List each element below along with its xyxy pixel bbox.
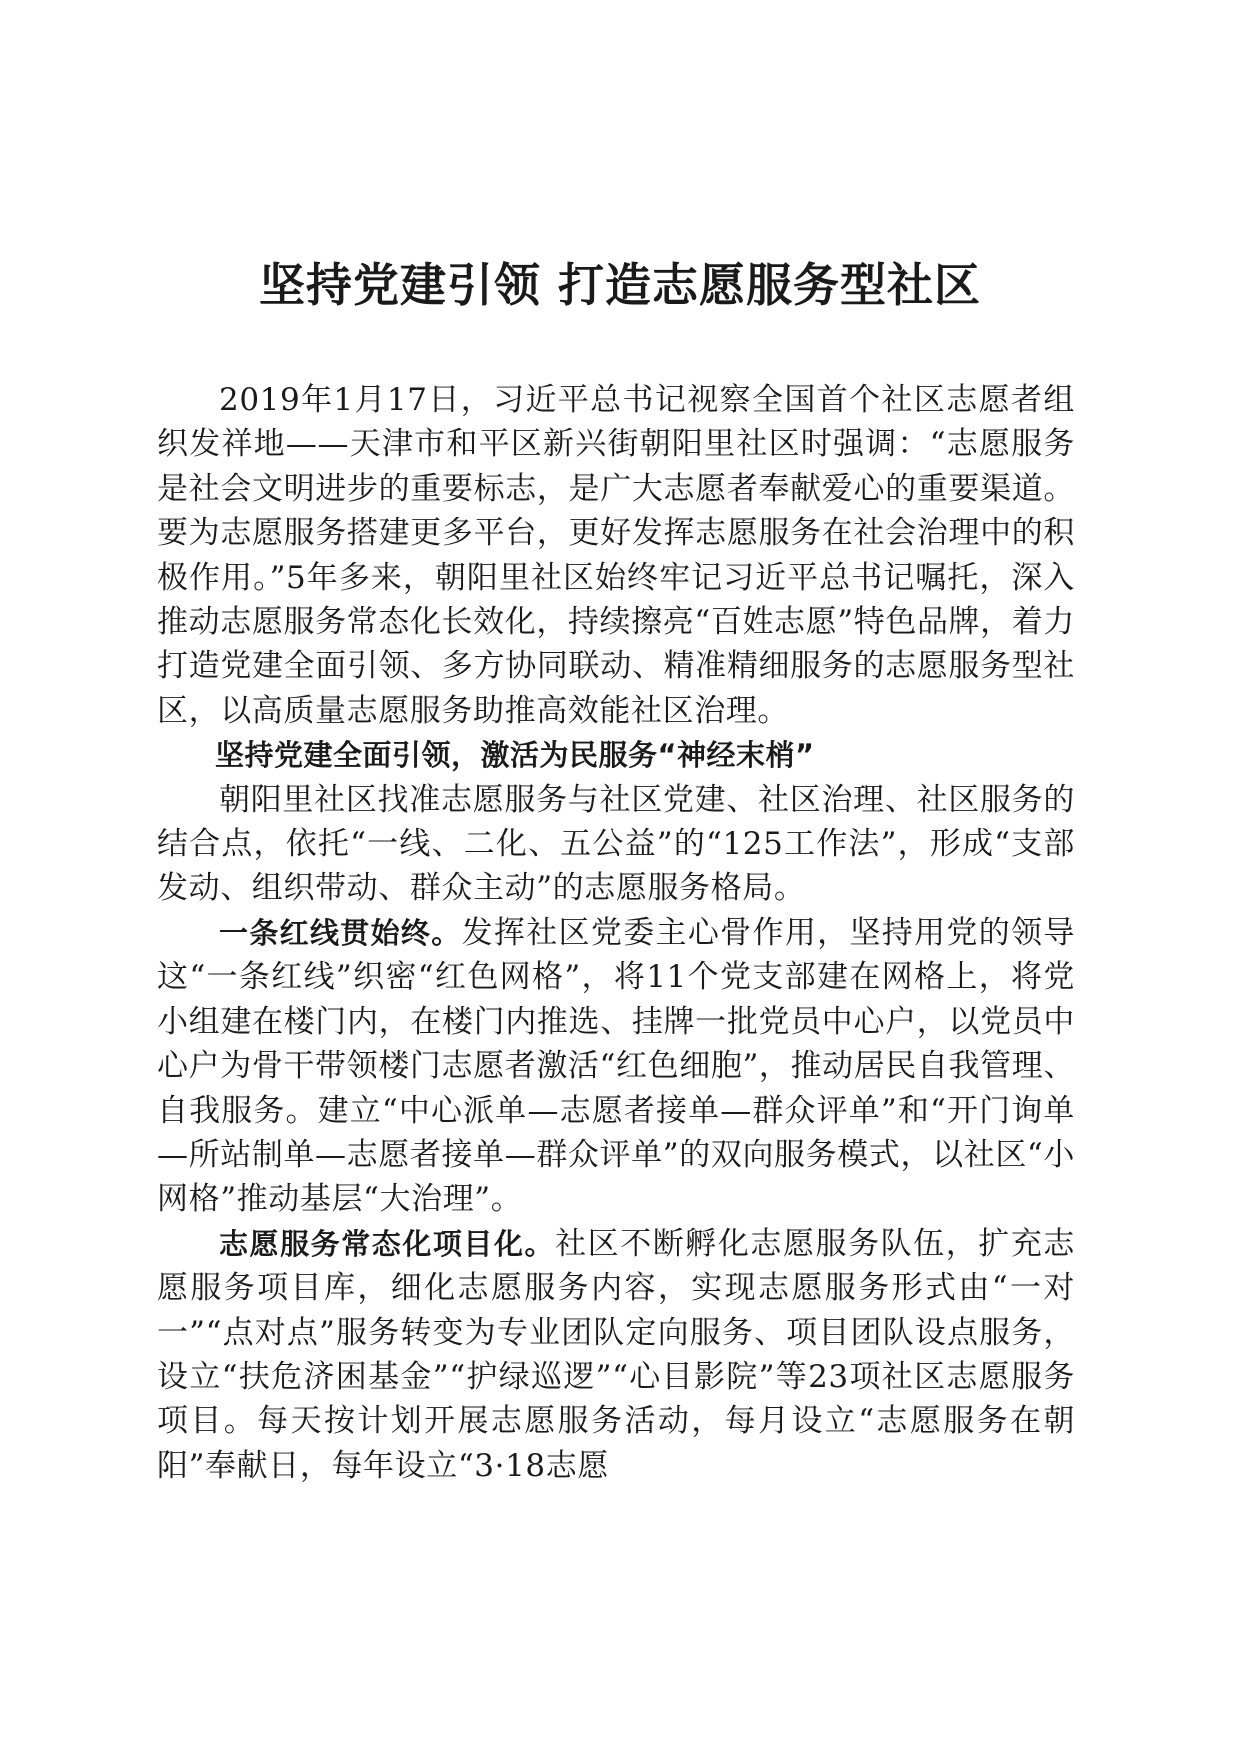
- section-intro-paragraph: 朝阳里社区找准志愿服务与社区党建、社区治理、社区服务的结合点，依托“一线、二化、五公益”的“125工作法”，形成“支部发动、组织带动、群众主动”的志愿服务格局。: [157, 781, 1075, 907]
- section-heading: 坚持党建全面引领，激活为民服务“神经末梢”: [215, 738, 815, 773]
- red-line-paragraph: [157, 911, 1075, 1222]
- paragraph-lead: 一条红线贯始终。: [219, 915, 462, 950]
- paragraph-text: 社区不断孵化志愿服务队伍，扩充志愿服务项目库，细化志愿服务内容，实现志愿服务形式由“一对一”“点对点”服务转变为专业团队定向服务、项目团队设点服务，设立“扶危济困基金”“护绿巡逻”“心目影院”等23项社区志愿服务项目。每天按计划开展志愿服务活动，每月设立“志愿服务在朝阳”奉献日，每年设立“3·18志愿: [157, 1225, 1075, 1484]
- paragraph-text: 发挥社区党委主心骨作用，坚持用党的领导这“一条红线”织密“红色网格”，将11个党支部建在网格上，将党小组建在楼门内，在楼门内推选、挂牌一批党员中心户，以党员中心户为骨干带领楼门志愿者激活“红色细胞”，推动居民自我管理、自我服务。建立“中心派单—志愿者接单—群众评单”和“开门询单—所站制单—志愿者接单—群众评单”的双向服务模式，以社区“小网格”推动基层“大治理”。: [157, 914, 1075, 1218]
- volunteer-project-paragraph: [157, 1222, 1075, 1488]
- document-title: 坚持党建引领 打造志愿服务型社区: [258, 258, 981, 312]
- document-body: [157, 378, 1075, 1488]
- paragraph-lead: 志愿服务常态化项目化。: [219, 1226, 556, 1261]
- intro-paragraph: 2019年1月17日，习近平总书记视察全国首个社区志愿者组织发祥地——天津市和平区新兴街朝阳里社区时强调：“志愿服务是社会文明进步的重要标志，是广大志愿者奉献爱心的重要渠道。要为志愿服务搭建更多平台，更好发挥志愿服务在社会治理中的积极作用。”5年多来，朝阳里社区始终牢记习近平总书记嘱托，深入推动志愿服务常态化长效化，持续擦亮“百姓志愿”特色品牌，着力打造党建全面引领、多方协同联动、精准精细服务的志愿服务型社区，以高质量志愿服务助推高效能社区治理。: [157, 382, 1075, 729]
